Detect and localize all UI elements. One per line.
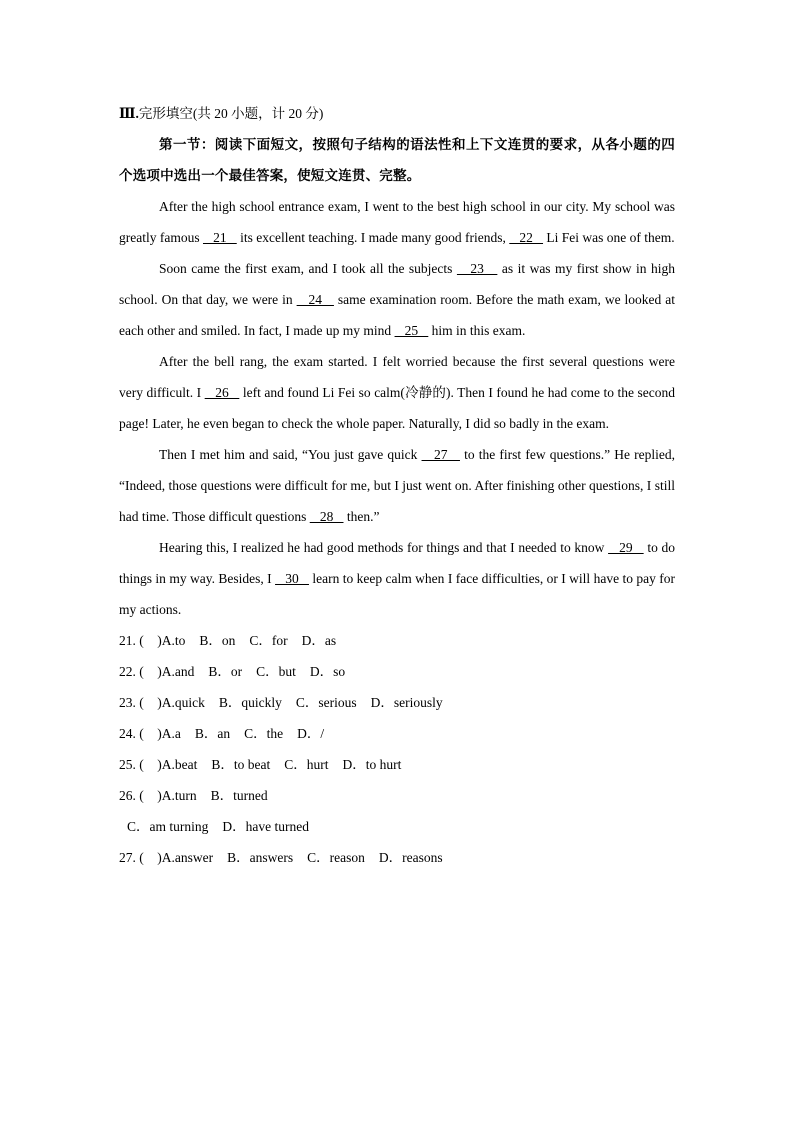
- option-c: C．reason: [307, 850, 365, 865]
- option-d: D．so: [309, 664, 346, 679]
- question-26-continued: [119, 811, 675, 842]
- option-a: A.to: [161, 633, 186, 648]
- section-instruction: 第一节：阅读下面短文，按照句子结构的语法性和上下文连贯的要求，从各小题的四个选项中选出一个最佳答案，使短文连贯、完整。: [119, 137, 675, 183]
- option-c: C．but: [256, 664, 296, 679]
- question-list: [119, 625, 675, 873]
- question-number: 24. ( ): [119, 726, 162, 741]
- passage-paragraph-1: After the high school entrance exam, I went to the best high school in our city. My school was greatly famous 21 its excellent teaching. I made many good friends, 22 Li Fei was one of them.: [119, 199, 675, 245]
- question-number: 26. ( ): [119, 788, 162, 803]
- blank-29: 29: [608, 540, 644, 555]
- option-b: B．an: [194, 726, 231, 741]
- option-a: A.a: [161, 726, 181, 741]
- passage-paragraph-3: After the bell rang, the exam started. I felt worried because the first several questions were very difficult. I 26 left and found Li Fei so calm(冷静的). Then I found he had come to the second page! Later, he even began to check the whole paper. Naturally, I did so badly in the exam.: [119, 354, 676, 431]
- blank-26: 26: [204, 385, 240, 400]
- blank-25: 25: [394, 323, 429, 338]
- option-c: C．for: [249, 633, 288, 648]
- question-26: [119, 780, 675, 811]
- question-23: [119, 687, 675, 718]
- option-b: B．answers: [227, 850, 294, 865]
- option-c: C．serious: [295, 695, 357, 710]
- question-25: [119, 749, 675, 780]
- option-a: A.beat: [161, 757, 198, 772]
- option-a: A.quick: [161, 695, 205, 710]
- option-d: D．reasons: [378, 850, 443, 865]
- option-c: C．hurt: [284, 757, 329, 772]
- option-b: B．turned: [210, 788, 268, 803]
- option-b: B．to beat: [211, 757, 271, 772]
- section-numeral: Ⅲ.: [119, 106, 139, 121]
- passage-paragraph-2: Soon came the first exam, and I took all the subjects 23 as it was my first show in high school. On that day, we were in 24 same examination room. Before the math exam, we looked at each other and smiled. In fact, I made up my mind 25 him in this exam.: [119, 261, 676, 338]
- option-b: B．on: [199, 633, 236, 648]
- question-27: [119, 842, 675, 873]
- blank-24: 24: [296, 292, 334, 307]
- option-d: D．/: [297, 726, 325, 741]
- option-c: C．am turning: [127, 819, 209, 834]
- option-d: D．to hurt: [342, 757, 402, 772]
- document-page: [119, 98, 675, 873]
- section-title: 完形填空(共 20 小题，计 20 分): [138, 106, 324, 121]
- option-c: C．the: [244, 726, 284, 741]
- question-22: [119, 656, 675, 687]
- question-number: 23. ( ): [119, 695, 162, 710]
- question-number: 25. ( ): [119, 757, 162, 772]
- option-a: A.and: [161, 664, 195, 679]
- option-a: A.turn: [161, 788, 197, 803]
- blank-30: 30: [275, 571, 309, 586]
- question-number: 27. ( ): [119, 850, 162, 865]
- question-21: [119, 625, 675, 656]
- option-a: A.answer: [161, 850, 214, 865]
- option-b: B．or: [208, 664, 243, 679]
- question-number: 21. ( ): [119, 633, 162, 648]
- question-24: [119, 718, 675, 749]
- passage-paragraph-5: Hearing this, I realized he had good methods for things and that I needed to know 29 to do things in my way. Besides, I 30 learn to keep calm when I face difficulties, or I will have to pay for my actions.: [119, 540, 676, 617]
- blank-27: 27: [421, 447, 460, 462]
- section-heading: [119, 98, 675, 129]
- passage-paragraph-4: Then I met him and said, “You just gave quick 27 to the first few questions.” He replied, “Indeed, those questions were difficult for me, but I just went on. After finishing other questions, I still had time. Those difficult questions 28 then.”: [119, 447, 675, 524]
- option-b: B．quickly: [218, 695, 282, 710]
- option-d: D．have turned: [222, 819, 309, 834]
- option-d: D．as: [301, 633, 337, 648]
- blank-21: 21: [202, 230, 237, 245]
- option-d: D．seriously: [370, 695, 443, 710]
- blank-22: 22: [509, 230, 544, 245]
- blank-23: 23: [456, 261, 498, 276]
- blank-28: 28: [309, 509, 344, 524]
- question-number: 22. ( ): [119, 664, 162, 679]
